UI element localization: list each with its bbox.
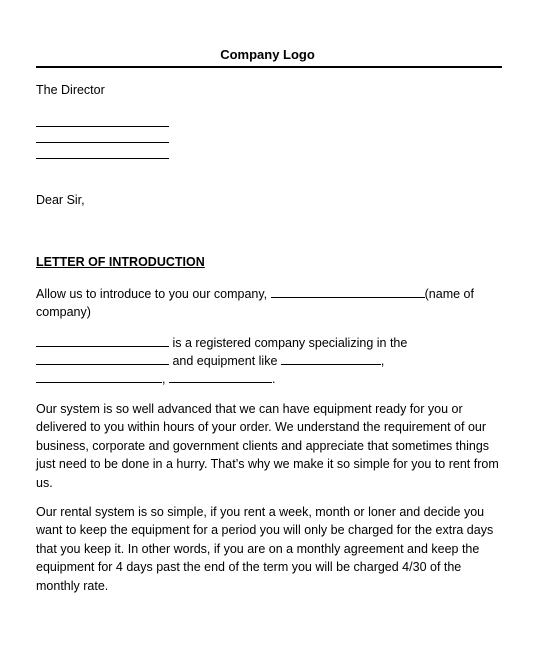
address-blank-line-1 <box>36 126 169 127</box>
company-blank <box>36 334 169 347</box>
registered-line-3-sep: , <box>162 372 169 386</box>
salutation: Dear Sir, <box>36 193 85 207</box>
equipment-blank-2 <box>36 370 162 383</box>
registered-text-2: and equipment like <box>169 354 281 368</box>
registered-line-3-end: . <box>271 372 276 386</box>
registered-line-1 <box>36 334 407 352</box>
equipment-blank-3 <box>169 370 272 383</box>
company-name-blank <box>271 285 425 298</box>
registered-line-2 <box>36 352 384 370</box>
registered-line-3 <box>36 370 275 388</box>
intro-line-2: company) <box>36 305 91 319</box>
letter-subject-heading: LETTER OF INTRODUCTION <box>36 255 205 269</box>
intro-prefix: Allow us to introduce to you our company, <box>36 287 271 301</box>
recipient-title: The Director <box>36 83 105 97</box>
header-divider <box>36 66 502 68</box>
specialization-blank <box>36 352 169 365</box>
address-blank-line-2 <box>36 142 169 143</box>
intro-suffix: (name of <box>424 287 474 301</box>
address-blank-line-3 <box>36 158 169 159</box>
intro-line-1 <box>36 285 474 303</box>
registered-line-2-end: , <box>380 354 385 368</box>
equipment-blank-1 <box>281 352 381 365</box>
registered-text-1: is a registered company specializing in the <box>169 336 408 350</box>
company-logo-text: Company Logo <box>220 47 315 62</box>
body-paragraph-1: Our system is so well advanced that we can have equipment ready for you or delivered to you within hours of your order. We understand the requirement of our business, corporate and government clients and appreciate that sometimes things just need to be done in a hurry. That’s why we make it so simple for you to rent from us. <box>36 402 499 490</box>
body-paragraph-2: Our rental system is so simple, if you rent a week, month or loner and decide you want to keep the equipment for a period you will only be charged for the extra days that you keep it. In other words, if you are on a monthly agreement and keep the equipment for 4 days past the end of the term you will be charged 4/30 of the monthly rate. <box>36 505 494 593</box>
